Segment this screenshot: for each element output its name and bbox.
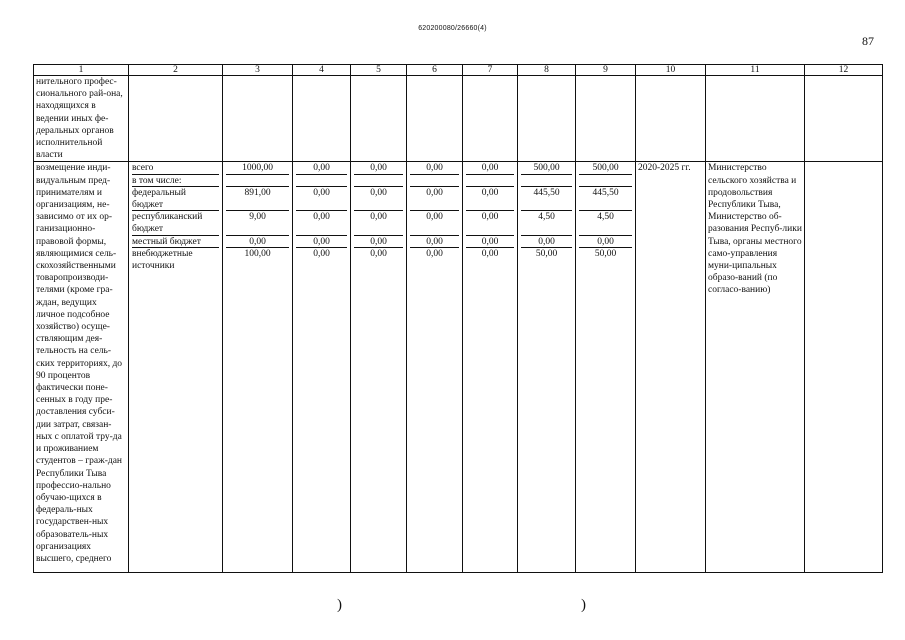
amount-column xyxy=(407,162,463,573)
column-header: 3 xyxy=(223,65,293,76)
amount-value: 0,00 xyxy=(426,248,443,259)
column-header: 1 xyxy=(34,65,129,76)
amount-value: 0,00 xyxy=(370,248,387,259)
amount-value: 0,00 xyxy=(410,236,459,248)
amount-value: 0,00 xyxy=(296,162,347,174)
amount-value: 4,50 xyxy=(521,211,572,235)
amount-value xyxy=(466,175,514,187)
amount-column xyxy=(576,162,636,573)
column-header: 6 xyxy=(407,65,463,76)
column-header: 10 xyxy=(636,65,706,76)
amount-value xyxy=(410,175,459,187)
period: 2020-2025 гг. xyxy=(636,162,706,573)
column-header: 8 xyxy=(518,65,576,76)
value-stack xyxy=(354,162,403,272)
result xyxy=(805,162,883,573)
funding-source: всего xyxy=(132,162,219,174)
amount-value: 0,00 xyxy=(313,248,330,259)
amount-value: 0,00 xyxy=(466,162,514,174)
amount-column xyxy=(293,162,351,573)
amount-value: 50,00 xyxy=(594,248,617,259)
amount-value: 0,00 xyxy=(466,211,514,235)
amount-value: 0,00 xyxy=(579,236,632,248)
funding-source: федеральный бюджет xyxy=(132,187,219,211)
amount-value: 1000,00 xyxy=(226,162,289,174)
amount-column xyxy=(518,162,576,573)
amount-value: 0,00 xyxy=(521,236,572,248)
amount-value xyxy=(354,175,403,187)
amount-value: 0,00 xyxy=(410,162,459,174)
funding-source: местный бюджет xyxy=(132,236,219,248)
value-stack xyxy=(226,162,289,272)
amount-value: 0,00 xyxy=(296,236,347,248)
measure-name: возмещение инди-видуальным пред-принимателям и организациям, не-зависимо от их ор-ганизационно-правовой формы, являющимися сель-скохозяйственными товаропроизводи-телями (кроме гра-ждан, ведущих личное подсобное хозяйство) осуще-ствляющим дея-тельность на сель-ских территориях, до 90 процентов фактически поне-сенных в году пре-доставления субси-дии затрат, связан-ных с оплатой тру-да и проживанием студентов – граж-дан Республики Тыва профессио-нально обучаю-щихся в федераль-ных государствен-ных образователь-ных организациях высшего, среднего xyxy=(34,162,129,573)
column-header: 2 xyxy=(129,65,223,76)
funding-source: республиканский бюджет xyxy=(132,211,219,235)
funding-source-column xyxy=(129,162,223,573)
amount-value xyxy=(296,175,347,187)
amount-value: 0,00 xyxy=(481,248,499,259)
value-stack xyxy=(296,162,347,272)
amount-value: 445,50 xyxy=(579,187,632,211)
column-header: 5 xyxy=(351,65,407,76)
amount-value: 4,50 xyxy=(579,211,632,235)
value-stack xyxy=(579,162,632,272)
amount-value: 500,00 xyxy=(579,162,632,174)
amount-value: 9,00 xyxy=(226,211,289,235)
document-id: 620200080/26660(4) xyxy=(418,25,487,32)
amount-value xyxy=(226,175,289,187)
footer-mark: ) xyxy=(337,597,342,613)
amount-column xyxy=(223,162,293,573)
column-header: 7 xyxy=(463,65,518,76)
amount-value: 0,00 xyxy=(410,211,459,235)
value-stack xyxy=(410,162,459,272)
amount-value: 0,00 xyxy=(354,211,403,235)
amount-value: 0,00 xyxy=(354,236,403,248)
footer-mark: ) xyxy=(581,597,586,613)
measure-name-continued: нительного профес-сионального рай-она, находящихся в ведении иных фе-деральных органов исполнительной власти xyxy=(34,76,129,162)
column-number-row xyxy=(34,65,883,76)
amount-value: 0,00 xyxy=(296,211,347,235)
value-stack xyxy=(466,162,514,272)
measures-table xyxy=(33,64,883,573)
amount-value: 0,00 xyxy=(226,236,289,248)
value-stack xyxy=(521,162,572,272)
amount-value: 0,00 xyxy=(296,187,347,211)
amount-value xyxy=(579,175,632,187)
funding-source: в том числе: xyxy=(132,175,219,187)
continued-row xyxy=(34,76,883,162)
responsible: Министерство сельского хозяйства и продовольствия Республики Тыва, Министерство об-разования Респуб-лики Тыва, органы местного само-управления муни-ципальных образо-ваний (по согласо-ванию) xyxy=(706,162,805,573)
column-header: 11 xyxy=(706,65,805,76)
page-number: 87 xyxy=(862,34,874,48)
amount-value: 50,00 xyxy=(535,248,558,259)
column-header: 9 xyxy=(576,65,636,76)
amount-value: 891,00 xyxy=(226,187,289,211)
amount-value: 0,00 xyxy=(466,187,514,211)
amount-value: 445,50 xyxy=(521,187,572,211)
amount-value: 100,00 xyxy=(244,248,271,259)
measure-row xyxy=(34,162,883,573)
amount-value: 0,00 xyxy=(354,162,403,174)
amount-value: 0,00 xyxy=(410,187,459,211)
amount-value: 500,00 xyxy=(521,162,572,174)
amount-value xyxy=(521,175,572,187)
amount-value: 0,00 xyxy=(466,236,514,248)
column-header: 12 xyxy=(805,65,883,76)
amount-column xyxy=(351,162,407,573)
amount-value: 0,00 xyxy=(354,187,403,211)
amount-column xyxy=(463,162,518,573)
funding-source: внебюджетные источники xyxy=(132,248,193,272)
column-header: 4 xyxy=(293,65,351,76)
